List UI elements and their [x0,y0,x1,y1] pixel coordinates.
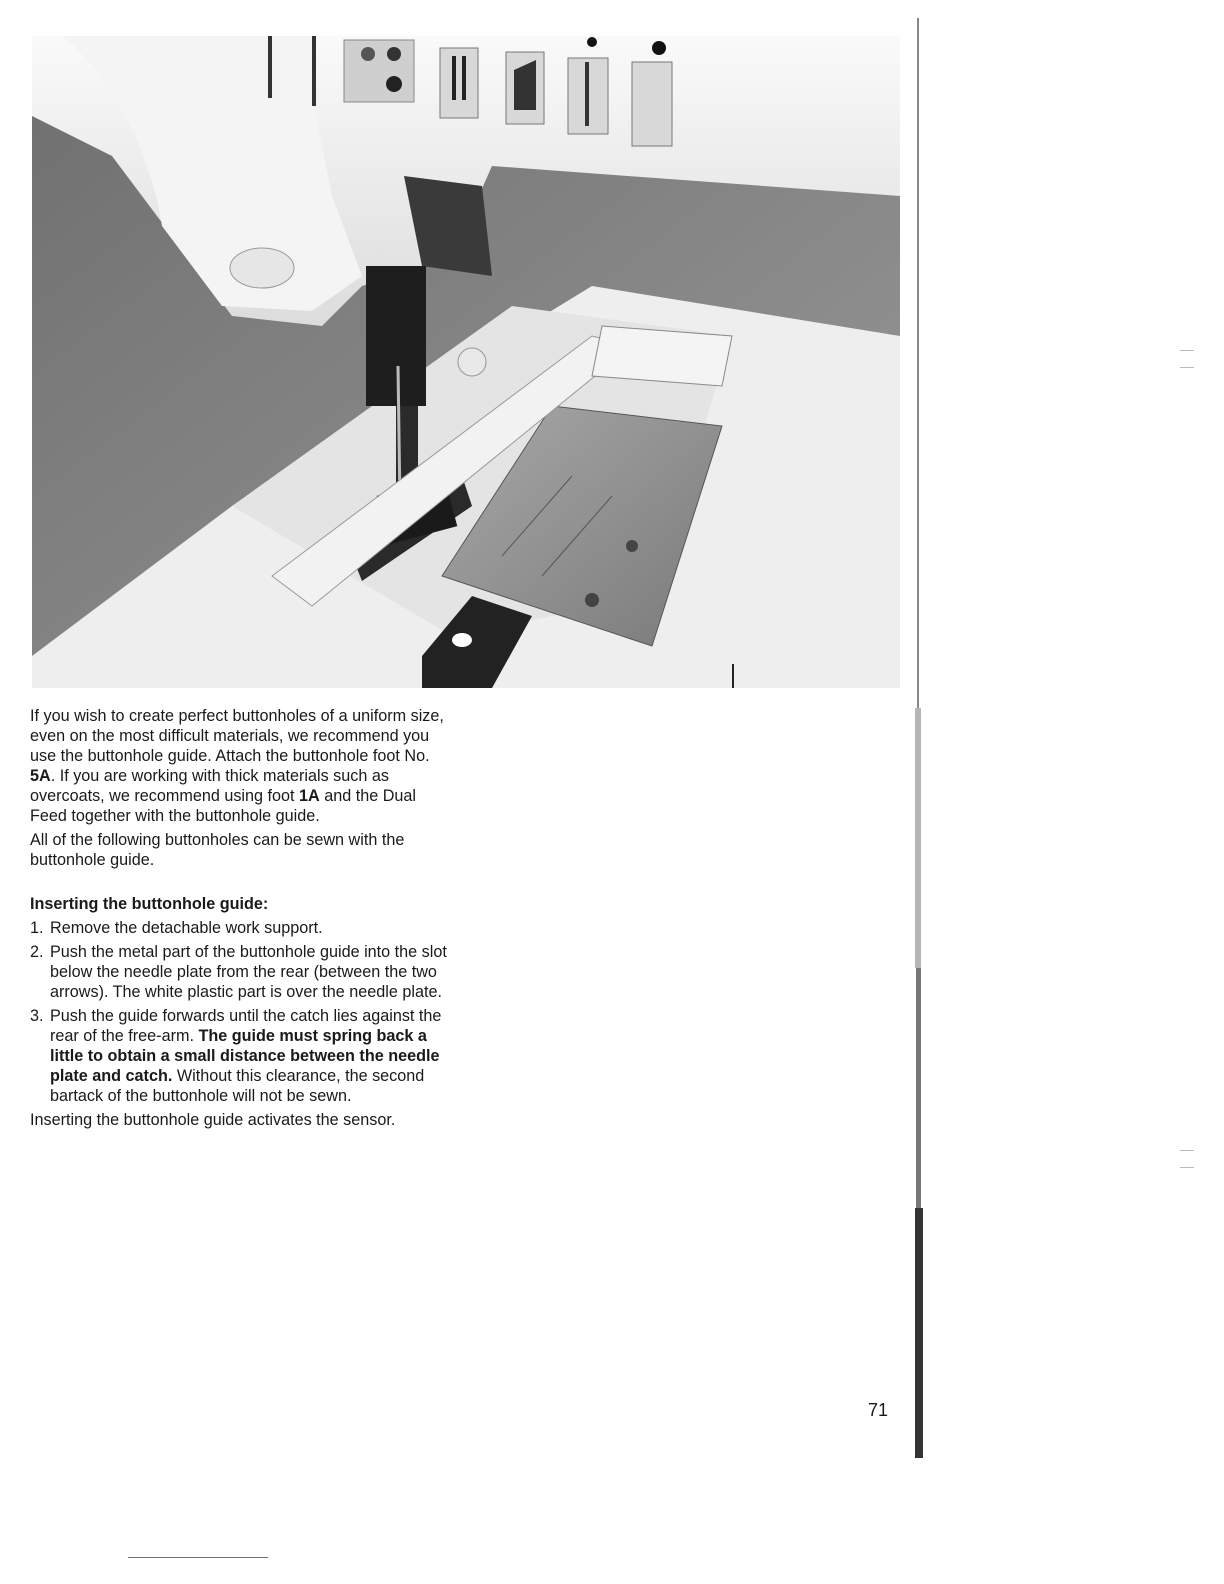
step-item [30,1006,450,1106]
page-number: 71 [868,1400,889,1420]
foot-1a-label: 1A [299,787,320,805]
intro-text-e: and the Dual Feed together with the buttonhole guide. [30,787,417,825]
section-heading: Inserting the buttonhole guide: [30,895,269,913]
edge-marks [1180,1150,1200,1184]
intro-text-a: If you wish to create perfect buttonholes of a uniform size, even on the most difficult materials, we recommend you use the buttonhole guide. Attach the buttonhole foot No. [30,707,444,765]
step-item [30,942,450,1002]
edge-marks [1180,350,1200,384]
steps-list [30,918,450,1106]
step-number: 3. [30,1007,44,1025]
step-text-emphasis: The guide must spring back a little to obtain a small distance between the needle plate and catch. [50,1027,440,1085]
intro-text-c: . If you are working with thick materials such as overcoats, we recommend using foot [30,767,389,805]
buttonhole-guide-photo [32,36,900,688]
intro-paragraph-2: All of the following buttonholes can be sewn with the buttonhole guide. [30,831,405,869]
intro-paragraph [30,706,450,826]
step-text: Without this clearance, the second bartack of the buttonhole will not be sewn. [50,1067,425,1105]
step-text: Remove the detachable work support. [50,919,323,937]
closing-note: Inserting the buttonhole guide activates the sensor. [30,1111,396,1129]
step-item [30,918,450,938]
footer-line [128,1557,268,1558]
step-text: Push the guide forwards until the catch lies against the rear of the free-arm. [50,1007,442,1045]
step-number: 2. [30,943,44,961]
binding-edge [913,18,925,1458]
step-number: 1. [30,919,44,937]
foot-5a-label: 5A [30,767,51,785]
step-text: Push the metal part of the buttonhole guide into the slot below the needle plate from the rear (between the two arrows). The white plastic part is over the needle plate. [50,943,447,1001]
body-text [30,706,450,1134]
